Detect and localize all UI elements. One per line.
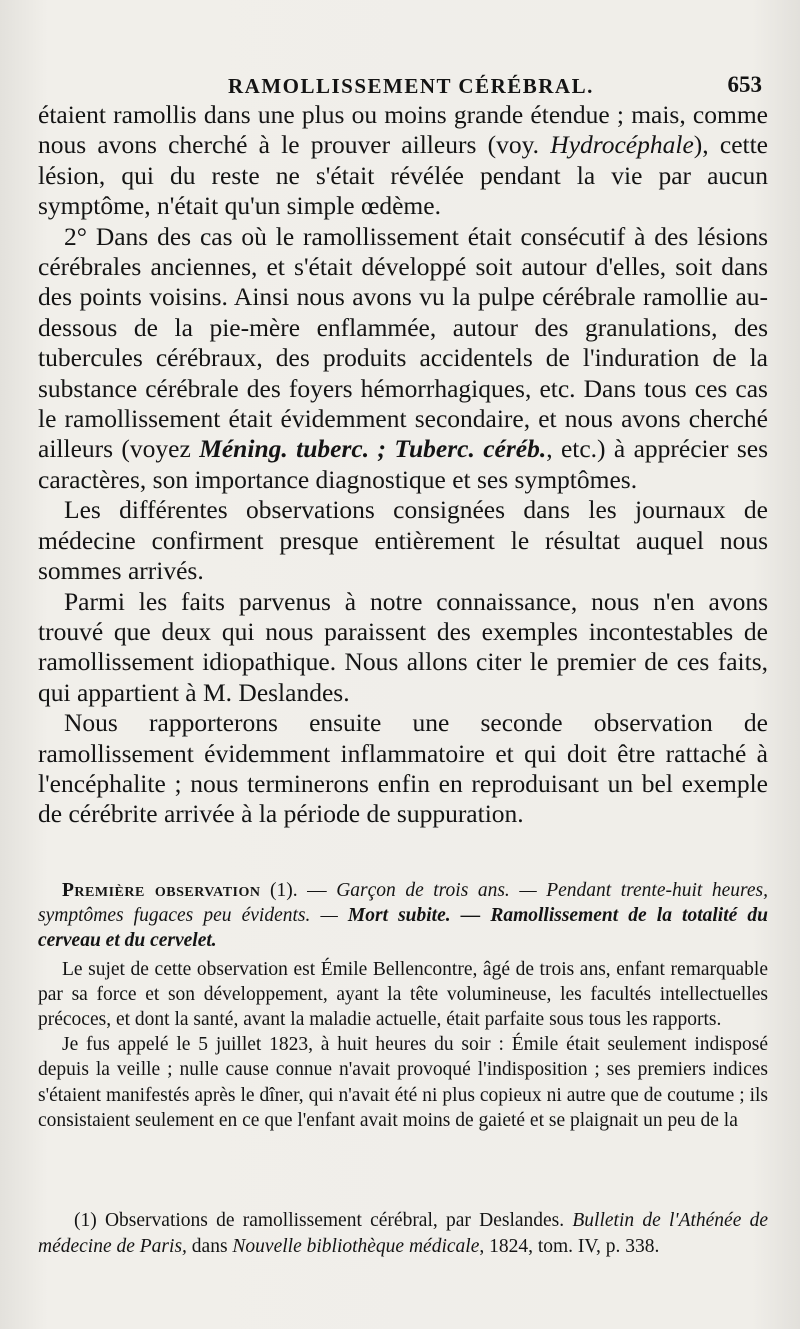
observation-paragraph-1: Le sujet de cette observation est Émile Bellencontre, âgé de trois ans, enfant remarquable par sa force et son développement, ayant la tête volumineuse, les facultés intellectuelles précoces, et dont la santé, avant la maladie actuelle, était parfaite sous tous les rapports. (38, 958, 768, 1031)
paragraph-2 (38, 222, 768, 496)
observation-death: Mort subite. — Ramollissement de la totalité du cerveau et du cervelet. (38, 905, 768, 952)
paragraph-3: Les différentes observations consignées dans les journaux de médecine confirment presque entièrement le résultat auquel nous sommes arrivés. (38, 495, 768, 586)
footnote-e: , 1824, tom. IV, p. 338. (479, 1236, 660, 1257)
running-title: RAMOLLISSEMENT CÉRÉBRAL. (228, 74, 594, 98)
paragraph-1-text-c: ), cette lésion, qui du reste ne s'était révélée pendant la vie par aucun symptôme, n'était qu'un simple œdème. (38, 130, 768, 221)
observation-ref: (1). — (260, 880, 337, 901)
cross-reference: Méning. tuberc. ; Tuberc. céréb. (199, 434, 547, 464)
footnote-journal: Bulletin de l'Athénée de médecine de Paris, (38, 1210, 768, 1257)
paragraph-5: Nous rapporterons ensuite une seconde observation de ramollissement évidemment inflammatoire et qui doit être rattaché à l'encéphalite ; nous terminerons enfin en reproduisant un bel exemple de cérébrite arrivée à la période de suppuration. (38, 708, 768, 829)
footnote-text (38, 1208, 768, 1260)
paragraph-1-text-a: étaient ramollis dans une plus ou moins grande étendue ; mais, comme nous avons cherché à le prouver ailleurs (voy. (38, 100, 768, 160)
observation-heading (38, 878, 768, 954)
observation-section (38, 878, 768, 1133)
paragraph-1 (38, 100, 768, 222)
footnote-a: (1) Observations de ramollissement cérébral, par Deslandes. (74, 1210, 573, 1231)
paragraph-2-text-c: , etc.) à apprécier ses caractères, son importance diagnostique et ses symptômes. (38, 434, 768, 494)
main-text (38, 100, 768, 830)
hydrocephale-reference: Hydrocéphale (550, 130, 694, 160)
observation-summary: Garçon de trois ans. — Pendant trente-huit heures, symptômes fugaces peu évidents. — (38, 880, 768, 927)
footnote (38, 1208, 768, 1260)
footnote-bibliotheque: Nouvelle bibliothèque médicale (232, 1236, 480, 1257)
paragraph-2-text-a: 2° Dans des cas où le ramollissement était consécutif à des lésions cérébrales anciennes, et s'était développé soit autour d'elles, soit dans des points voisins. Ainsi nous avons vu la pulpe cérébrale ramollie au-dessous de la pie-mère enflammée, autour des granulations, des tubercules cérébraux, des produits accidentels de l'induration de la substance cérébrale des foyers hémorrhagiques, etc. Dans tous ces cas le ramollissement était évidemment secondaire, et nous avons cherché ailleurs (voyez (38, 221, 768, 464)
observation-paragraph-2: Je fus appelé le 5 juillet 1823, à huit heures du soir : Émile était seulement indisposé depuis la veille ; nulle cause connue n'avait provoqué l'indisposition ; ses premiers indices s'étaient manifestés après le dîner, qui n'avait été ni plus copieux ni autre que de coutume ; ils consistaient seulement en ce que l'enfant avait moins de gaieté et se plaignait un peu de la (38, 1034, 768, 1131)
page-number: 653 (727, 72, 762, 97)
paragraph-4: Parmi les faits parvenus à notre connaissance, nous n'en avons trouvé que deux qui nous paraissent des exemples incontestables de ramollissement idiopathique. Nous allons citer le premier de ces faits, qui appartient à M. Deslandes. (38, 586, 768, 707)
observation-label: Première observation (62, 880, 261, 901)
footnote-c: dans (186, 1236, 233, 1257)
